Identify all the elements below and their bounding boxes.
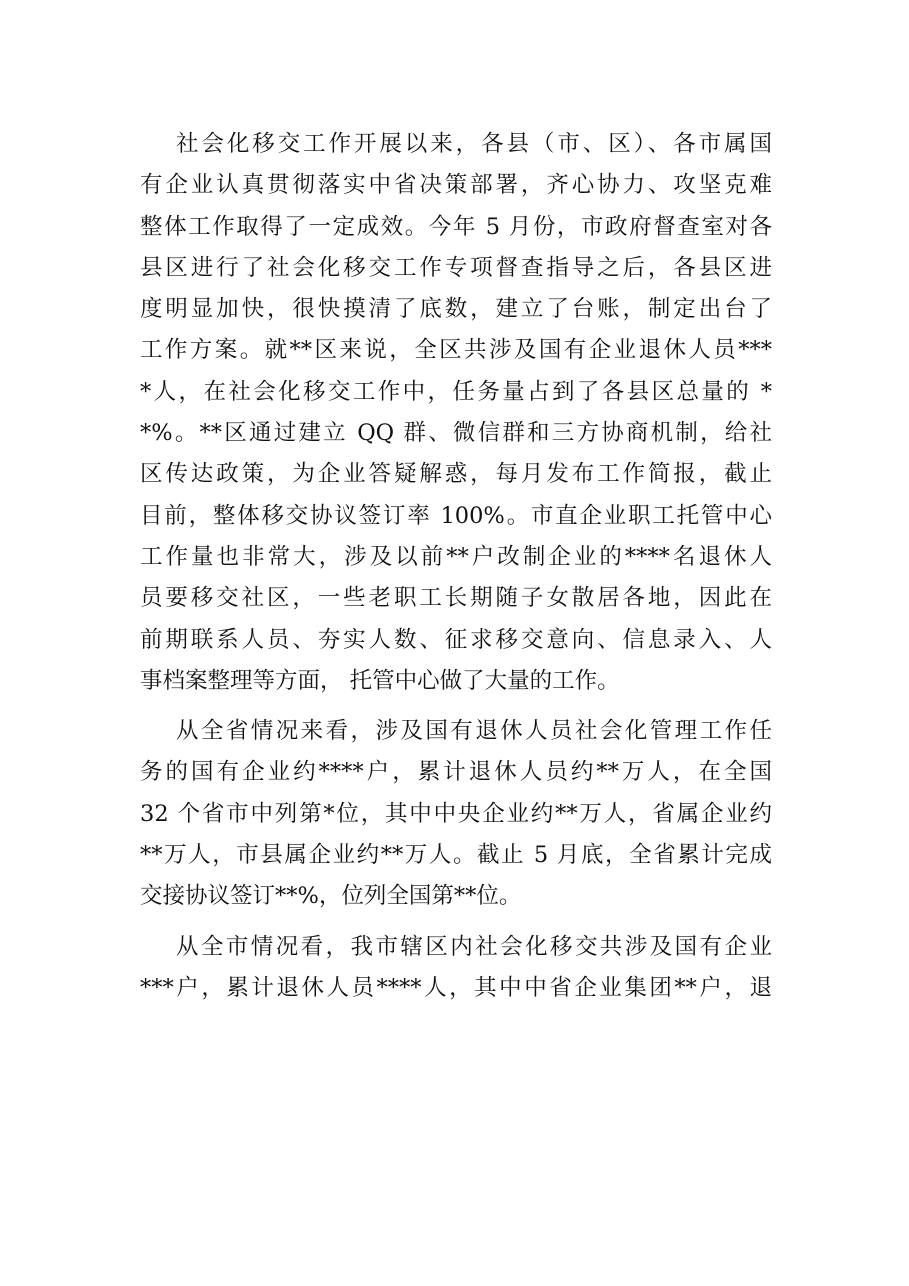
- text-line: 有企业认真贯彻落实中省决策部署，齐心协力、攻坚克难: [140, 172, 772, 199]
- paragraph-2: [140, 711, 772, 917]
- text-line: **万人，市县属企业约**万人。截止 5 月底，全省累计完成: [140, 842, 772, 869]
- text-line: 事档案整理等方面， 托管中心做了大量的工作。: [140, 667, 620, 694]
- text-line: 区传达政策，为企业答疑解惑，每月发布工作简报，截止: [140, 461, 772, 488]
- text-line: *人，在社会化移交工作中，任务量占到了各县区总量的 *: [140, 378, 772, 405]
- text-line: 从全市情况看，我市辖区内社会化移交共涉及国有企业: [176, 933, 772, 960]
- text-line: 县区进行了社会化移交工作专项督查指导之后，各县区进: [140, 254, 772, 281]
- text-line: 务的国有企业约****户，累计退休人员约**万人，在全国: [140, 759, 772, 786]
- text-line: 工作方案。就**区来说，全区共涉及国有企业退休人员***: [140, 337, 772, 364]
- text-line: *%。**区通过建立 QQ 群、微信群和三方协商机制，给社: [140, 420, 772, 447]
- text-line: 从全省情况来看，涉及国有退休人员社会化管理工作任: [176, 718, 772, 745]
- text-line: 前期联系人员、夯实人数、征求移交意向、信息录入、人: [140, 626, 772, 653]
- text-line: 交接协议签订**%，位列全国第**位。: [140, 883, 522, 910]
- text-line: 度明显加快，很快摸清了底数，建立了台账，制定出台了: [140, 296, 772, 323]
- text-line: ***户，累计退休人员****人，其中中省企业集团**户，退: [140, 974, 772, 1001]
- text-line: 员要移交社区，一些老职工长期随子女散居各地，因此在: [140, 585, 772, 612]
- paragraph-1: [140, 124, 772, 702]
- text-line: 社会化移交工作开展以来，各县（市、区）、各市属国: [176, 131, 772, 157]
- text-line: 目前，整体移交协议签订率 100%。市直企业职工托管中心: [140, 502, 772, 529]
- text-line: 整体工作取得了一定成效。今年 5 月份，市政府督查室对各: [140, 213, 772, 240]
- paragraph-3: [140, 927, 772, 1010]
- document-body: [140, 124, 772, 1018]
- text-line: 工作量也非常大，涉及以前**户改制企业的****名退休人: [140, 543, 772, 570]
- text-line: 32 个省市中列第*位，其中中央企业约**万人，省属企业约: [140, 800, 772, 827]
